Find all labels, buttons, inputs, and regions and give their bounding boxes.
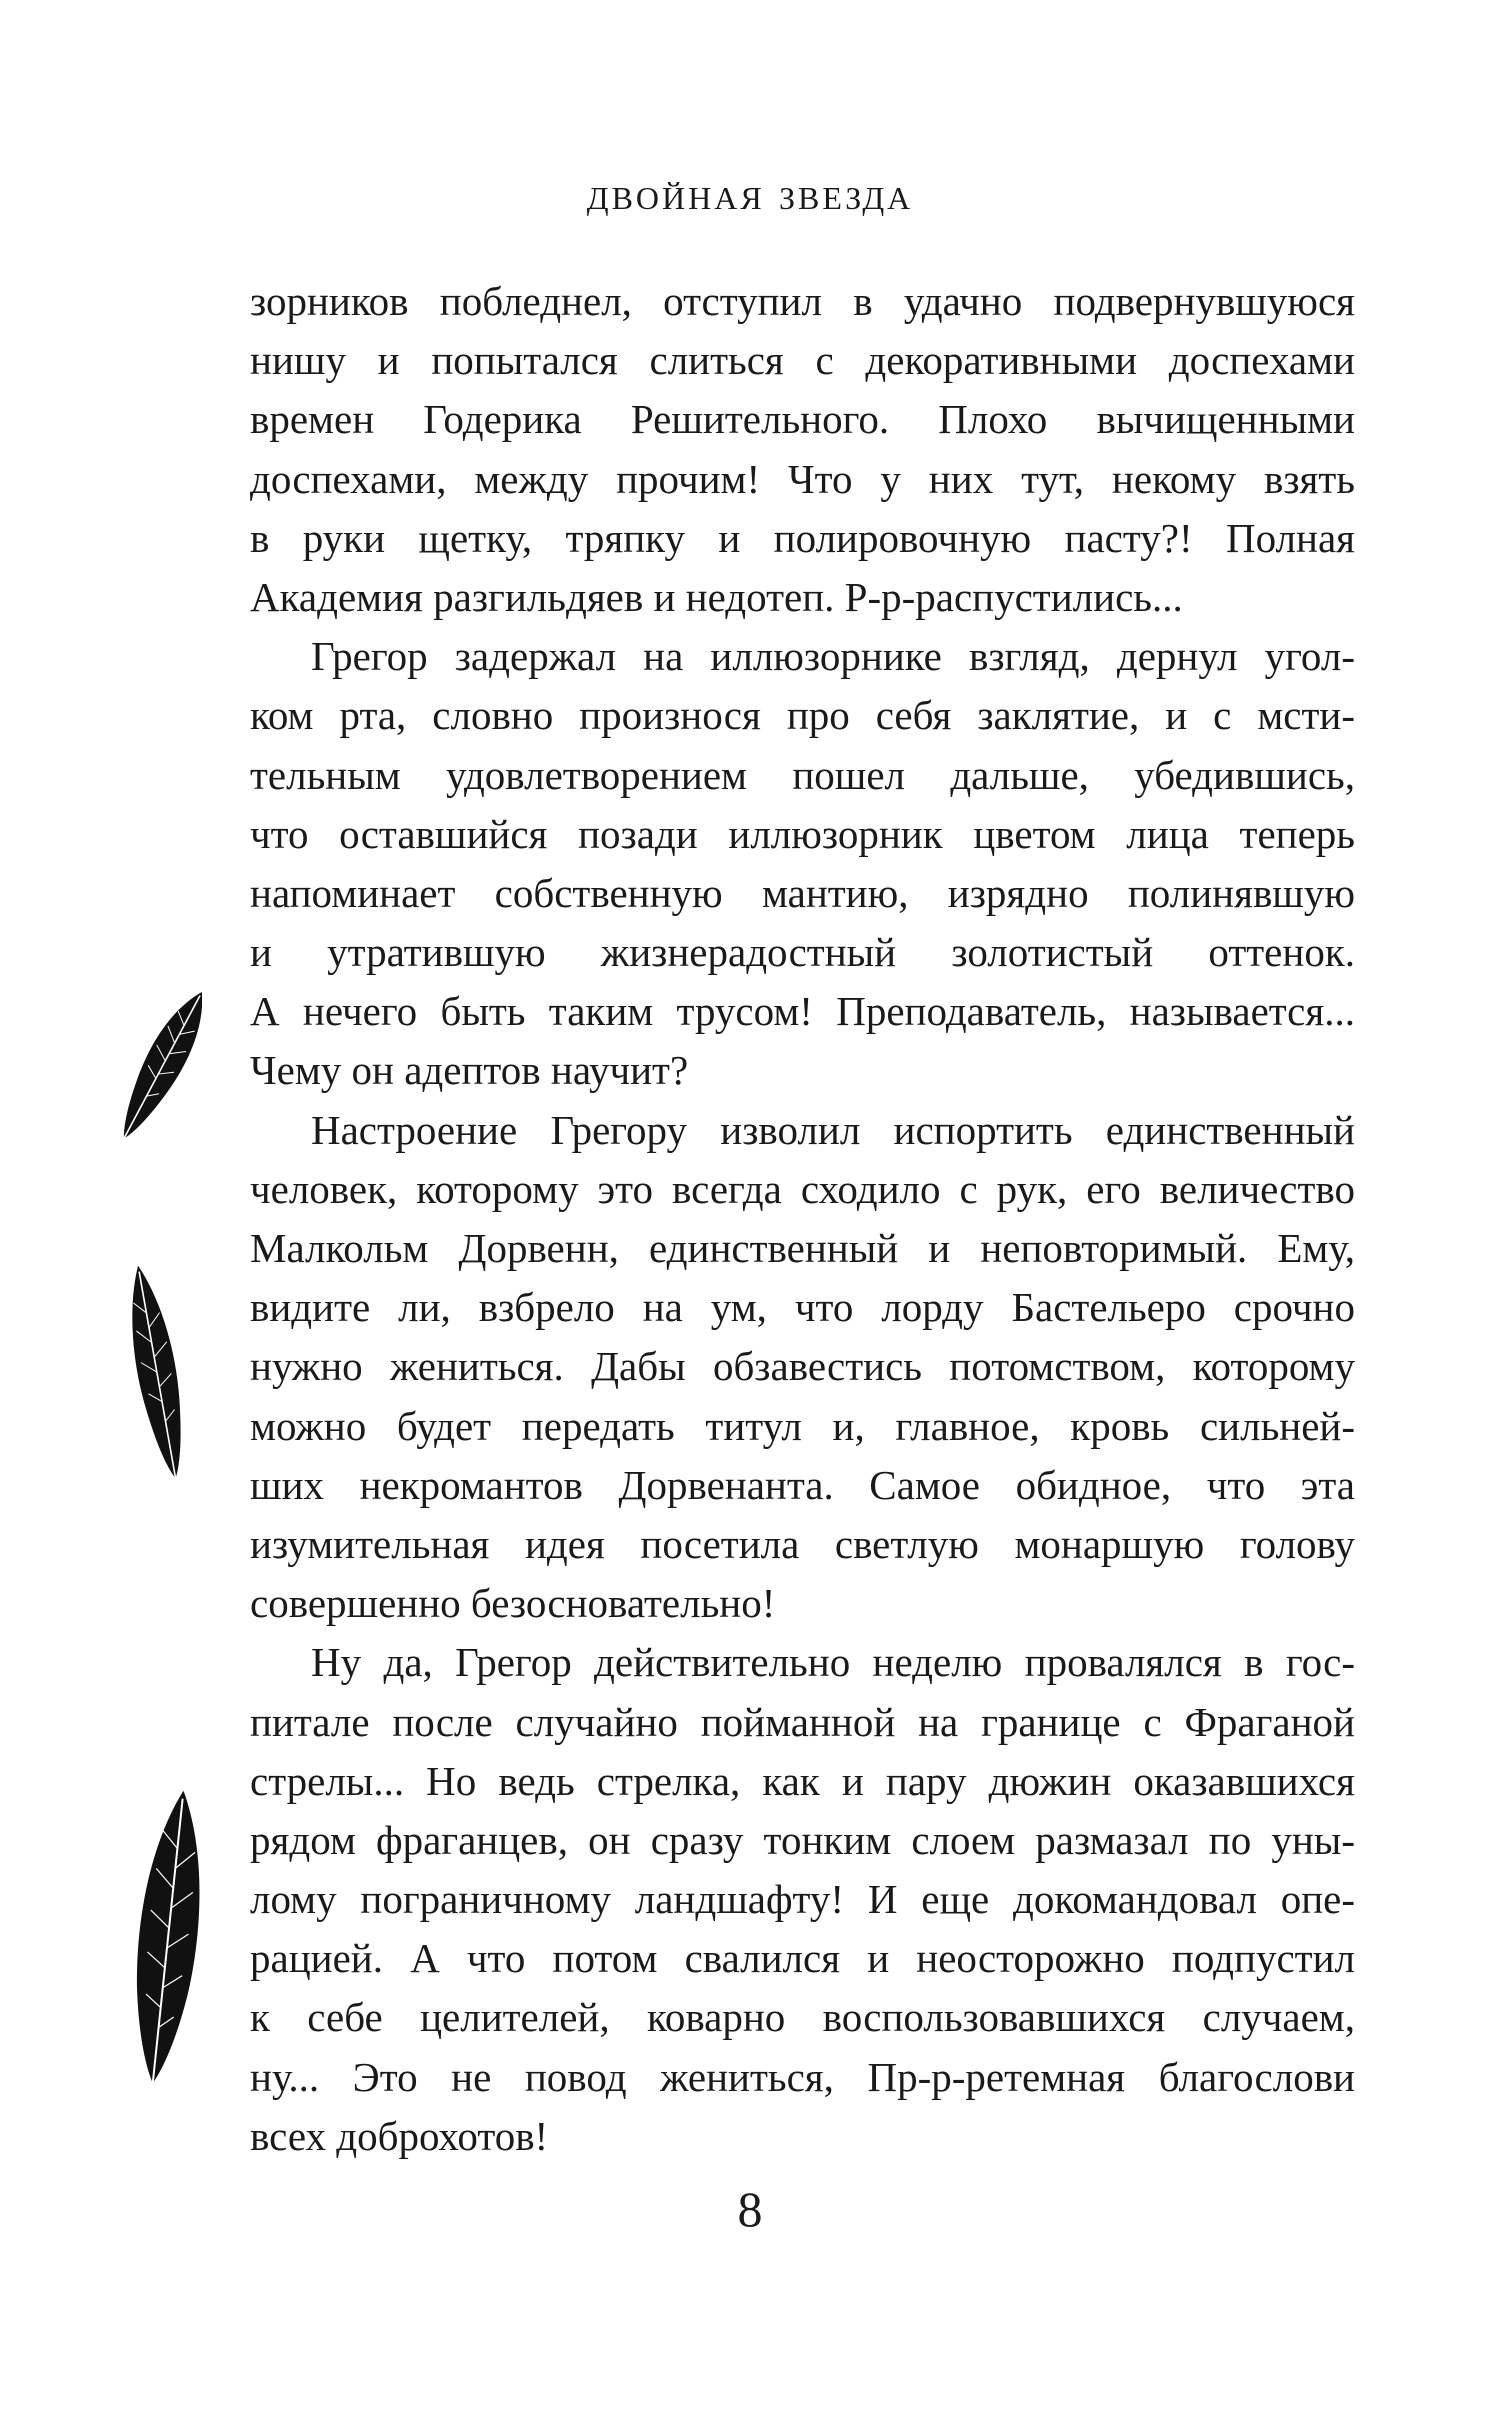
text-line: нишу и попытался слиться с декоративными доспехами xyxy=(250,337,1355,384)
page-number: 8 xyxy=(737,2181,763,2237)
text-line: питале после случайно пойманной на границе с Фраганой xyxy=(250,1698,1355,1745)
text-line: напоминает собственную мантию, изрядно полинявшую xyxy=(250,869,1355,916)
text-line: изумительная идея посетила светлую монаршую голову xyxy=(250,1520,1355,1567)
text-line: всех доброхотов! xyxy=(250,2112,549,2159)
running-head: двойная звезда xyxy=(586,169,914,219)
text-line: что оставшийся позади иллюзорник цветом лица теперь xyxy=(250,810,1355,857)
text-line: в руки щетку, тряпку и полировочную пасту?! Полная xyxy=(250,514,1355,561)
text-line: лому пограничному ландшафту! И еще докомандовал опе- xyxy=(250,1876,1355,1923)
text-line: видите ли, взбрело на ум, что лорду Бастельеро срочно xyxy=(250,1284,1355,1331)
text-line: А нечего быть таким трусом! Преподаватель, называется... xyxy=(250,988,1355,1035)
feather-icon xyxy=(122,980,202,1155)
text-line: нужно жениться. Дабы обзавестись потомством, которому xyxy=(250,1343,1355,1390)
text-line: Настроение Грегору изволил испортить единственный xyxy=(311,1106,1355,1153)
text-line: ших некромантов Дорвенанта. Самое обидное, что эта xyxy=(250,1461,1355,1508)
text-line: Ну да, Грегор действительно неделю провалялся в гос- xyxy=(311,1639,1355,1686)
text-line: Чему он адептов научит? xyxy=(250,1047,689,1094)
text-line: времен Годерика Решительного. Плохо вычищенными xyxy=(250,396,1355,443)
text-line: и утратившую жизнерадостный золотистый оттенок. xyxy=(250,929,1355,976)
text-line: рядом фраганцев, он сразу тонким слоем размазал по уны- xyxy=(250,1816,1355,1863)
text-line: стрелы... Но ведь стрелка, как и пару дюжин оказавшихся xyxy=(250,1757,1355,1804)
text-line: можно будет передать титул и, главное, кровь сильней- xyxy=(250,1402,1355,1449)
text-line: Академия разгильдяев и недотеп. Р-р-распустились... xyxy=(250,573,1183,620)
text-line: совершенно безосновательно! xyxy=(250,1580,776,1627)
text-line: ну... Это не повод жениться, Пр-р-ретемная благослови xyxy=(250,2053,1355,2100)
text-line: доспехами, между прочим! Что у них тут, некому взять xyxy=(250,455,1355,502)
text-line: тельным удовлетворением пошел дальше, убедившись, xyxy=(250,751,1355,798)
text-line: зорников побледнел, отступил в удачно подвернувшуюся xyxy=(250,278,1355,324)
feather-icon xyxy=(118,1788,218,2088)
body-text xyxy=(250,272,1355,2166)
text-line: рацией. А что потом свалился и неосторожно подпустил xyxy=(250,1935,1355,1982)
text-line: Грегор задержал на иллюзорнике взгляд, дернул угол- xyxy=(311,633,1355,680)
text-line: ком рта, словно произнося про себя заклятие, и с мсти- xyxy=(250,692,1355,739)
text-line: человек, которому это всегда сходило с рук, его величество xyxy=(250,1165,1355,1212)
text-line: к себе целителей, коварно воспользовавшихся случаем, xyxy=(250,1994,1355,2041)
feather-icon xyxy=(122,1262,192,1484)
text-line: Малкольм Дорвенн, единственный и неповторимый. Ему, xyxy=(250,1225,1355,1271)
